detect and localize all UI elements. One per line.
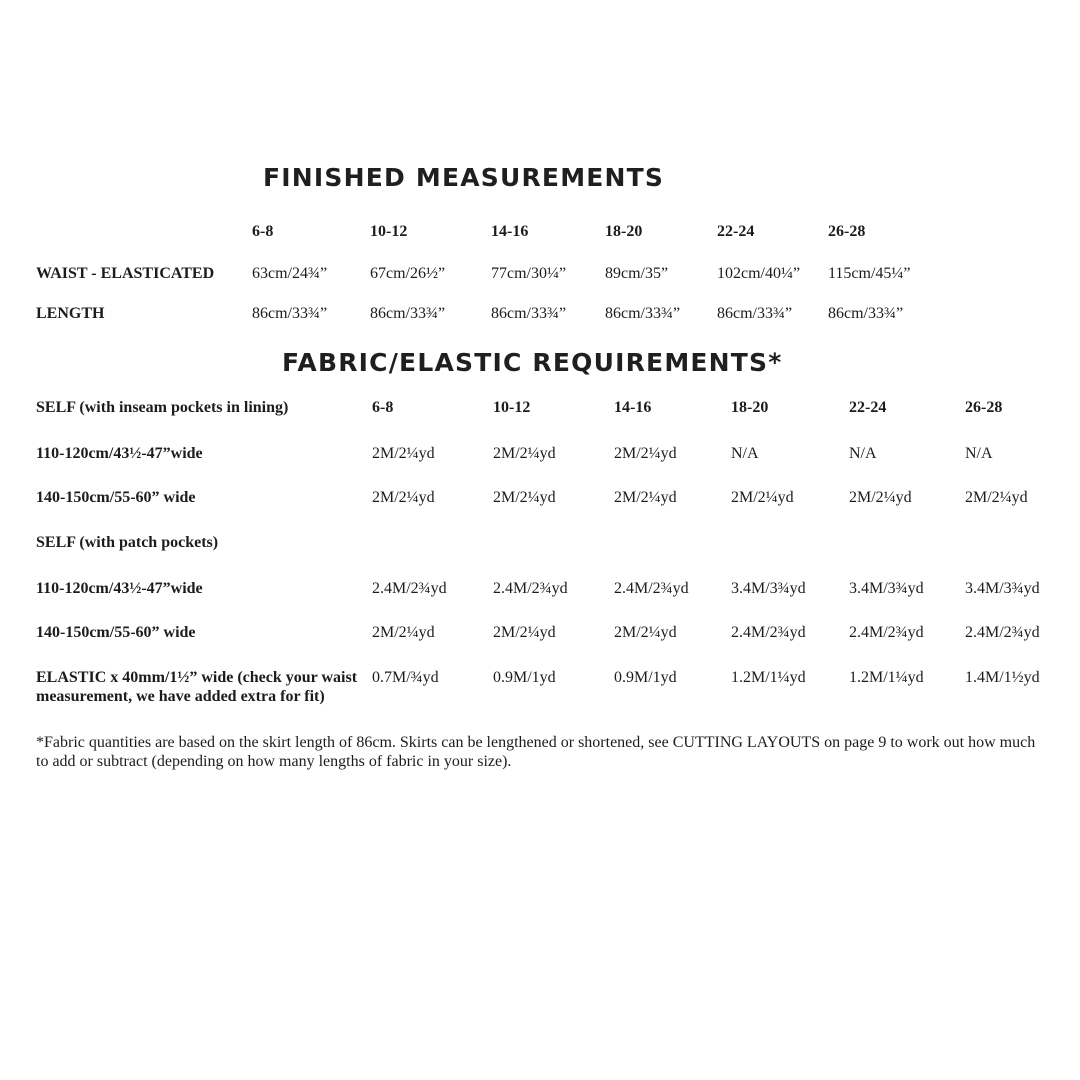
fabric-quantity: 2M/2¼yd [493, 445, 556, 462]
fabric-size-header: 10-12 [493, 399, 531, 416]
fabric-quantity: 2.4M/2¾yd [965, 624, 1040, 641]
fabric-quantity: 2.4M/2¾yd [493, 580, 568, 597]
fabric-quantity: 3.4M/3¾yd [731, 580, 806, 597]
elastic-quantity: 1.2M/1¼yd [849, 669, 924, 686]
fabric-quantity: 2.4M/2¾yd [731, 624, 806, 641]
waist-value: 63cm/24¾” [252, 265, 328, 282]
elastic-quantity: 0.9M/1yd [493, 669, 556, 686]
elastic-quantity: 1.2M/1¼yd [731, 669, 806, 686]
finished-size-header: 22-24 [717, 223, 755, 240]
fabric-quantity: 2M/2¼yd [493, 624, 556, 641]
length-value: 86cm/33¾” [491, 305, 567, 322]
fabric-size-header: 18-20 [731, 399, 769, 416]
fabric-quantity: 2M/2¼yd [372, 624, 435, 641]
fabric-quantity: 2.4M/2¾yd [614, 580, 689, 597]
finished-size-header: 10-12 [370, 223, 408, 240]
self-patch-pockets-label: SELF (with patch pockets) [36, 534, 219, 551]
finished-size-header: 18-20 [605, 223, 643, 240]
fabric-width-label: 140-150cm/55-60” wide [36, 624, 196, 641]
length-value: 86cm/33¾” [605, 305, 681, 322]
fabric-quantity: 2M/2¼yd [614, 445, 677, 462]
fabric-quantity: 2M/2¼yd [493, 489, 556, 506]
length-value: 86cm/33¾” [370, 305, 446, 322]
elastic-quantity: 0.7M/¾yd [372, 669, 439, 686]
fabric-width-label: 110-120cm/43½-47”wide [36, 580, 203, 597]
fabric-size-header: 22-24 [849, 399, 887, 416]
fabric-quantity: 2M/2¼yd [965, 489, 1028, 506]
elastic-quantity: 0.9M/1yd [614, 669, 677, 686]
fabric-quantity: 2M/2¼yd [614, 624, 677, 641]
elastic-quantity: 1.4M/1½yd [965, 669, 1040, 686]
waist-value: 102cm/40¼” [717, 265, 801, 282]
waist-value: 67cm/26½” [370, 265, 446, 282]
fabric-quantity: 3.4M/3¾yd [849, 580, 924, 597]
waist-value: 89cm/35” [605, 265, 669, 282]
fabric-requirements-title: FABRIC/ELASTIC REQUIREMENTS* [282, 348, 783, 377]
fabric-quantity: 2M/2¼yd [731, 489, 794, 506]
fabric-size-header: 14-16 [614, 399, 652, 416]
waist-value: 115cm/45¼” [828, 265, 911, 282]
length-value: 86cm/33¾” [252, 305, 328, 322]
fabric-quantity: 2M/2¼yd [372, 489, 435, 506]
elastic-row-label: ELASTIC x 40mm/1½” wide (check your waist measurement, we have added extra for fit) [36, 669, 358, 705]
self-inseam-label: SELF (with inseam pockets in lining) [36, 399, 289, 416]
fabric-quantity: 2.4M/2¾yd [849, 624, 924, 641]
length-row-label: LENGTH [36, 305, 105, 322]
length-value: 86cm/33¾” [828, 305, 904, 322]
waist-value: 77cm/30¼” [491, 265, 567, 282]
fabric-quantity: 2.4M/2¾yd [372, 580, 447, 597]
length-value: 86cm/33¾” [717, 305, 793, 322]
fabric-quantity: 2M/2¼yd [372, 445, 435, 462]
fabric-quantity: 2M/2¼yd [614, 489, 677, 506]
fabric-quantity: N/A [965, 445, 993, 462]
fabric-size-header: 26-28 [965, 399, 1003, 416]
fabric-width-label: 110-120cm/43½-47”wide [36, 445, 203, 462]
fabric-quantity: 2M/2¼yd [849, 489, 912, 506]
waist-row-label: WAIST - ELASTICATED [36, 265, 215, 282]
fabric-footnote: *Fabric quantities are based on the skirt length of 86cm. Skirts can be lengthened or shortened, see CUTTING LAYOUTS on page 9 to work out how much to add or subtract (depending on how many lengths of fabric in your size). [36, 734, 1036, 770]
fabric-size-header: 6-8 [372, 399, 394, 416]
finished-size-header: 26-28 [828, 223, 866, 240]
finished-size-header: 14-16 [491, 223, 529, 240]
fabric-quantity: 3.4M/3¾yd [965, 580, 1040, 597]
fabric-quantity: N/A [849, 445, 877, 462]
fabric-width-label: 140-150cm/55-60” wide [36, 489, 196, 506]
finished-measurements-title: FINISHED MEASUREMENTS [263, 163, 665, 192]
fabric-quantity: N/A [731, 445, 759, 462]
finished-size-header: 6-8 [252, 223, 274, 240]
